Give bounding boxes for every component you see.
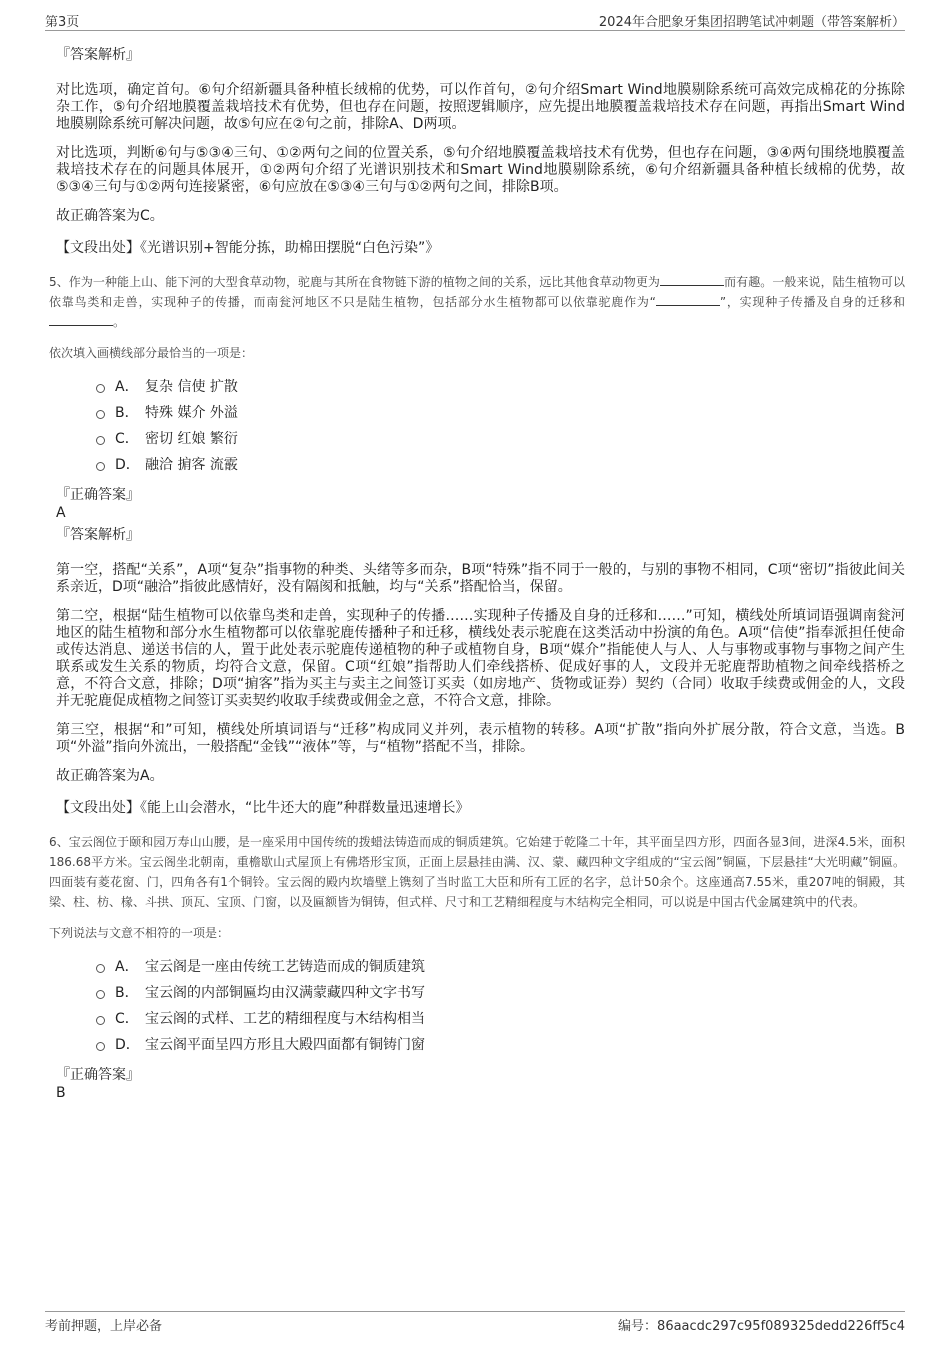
page-header — [45, 8, 905, 31]
q5-question-text — [49, 272, 905, 332]
q6-answer: B — [56, 1085, 66, 1101]
q5-analysis-paragraph: 第二空，根据“陆生植物可以依靠鸟类和走兽，实现种子的传播……实现种子传播及自身的迁移和……”可知，横线处所填词语强调南瓮河地区的陆生植物和部分水生植物都可以依靠驼鹿传播种子和迁移，横线处表示驼鹿在这类活动中扮演的角色。A项“信使”指奉派担任使命或传达消息、递送书信的人，置于此处表示驼鹿传递植物的种子或植物自身，B项“媒介”指能使人与人、人与事物或事物与事物之间产生联系或发生关系的物质，均符合文意，保留。C项“红娘”指帮助人们牵线搭桥、促成好事的人，文段并无驼鹿帮助植物之间牵线搭桥之意，不符合文意，排除；D项“掮客”指为买主与卖主之间签订买卖（如房地产、货物或证券）契约（合同）收取手续费或佣金的人，文段并无驼鹿促成植物之间签订买卖契约收取手续费或佣金之意，不符合文意，排除。 — [56, 608, 905, 709]
radio-icon[interactable] — [96, 410, 105, 419]
q6-answer-label: 『正确答案』 — [56, 1067, 140, 1083]
q5-option-c[interactable]: C． 密切 红娘 繁衍 — [96, 426, 905, 452]
fill-blank — [660, 273, 724, 286]
q5-source: 【文段出处】《能上山会潜水，“比牛还大的鹿”种群数量迅速增长》 — [56, 800, 470, 816]
q5-analysis-paragraph: 第一空，搭配“关系”，A项“复杂”指事物的种类、头绪等多而杂，B项“特殊”指不同于一般的，与别的事物不相同，C项“密切”指彼此间关系亲近，D项“融洽”指彼此感情好，没有隔阂和抵触，均与“关系”搭配恰当，保留。 — [56, 562, 905, 595]
page-footer — [45, 1311, 905, 1334]
q4-analysis-label: 『答案解析』 — [56, 47, 140, 63]
q6-option-b[interactable]: B． 宝云阁的内部铜匾均由汉满蒙藏四种文字书写 — [96, 980, 905, 1006]
document-title: 2024年合肥象牙集团招聘笔试冲刺题（带答案解析） — [598, 15, 905, 30]
q5-analysis-label: 『答案解析』 — [56, 527, 140, 543]
radio-icon[interactable] — [96, 462, 105, 471]
radio-icon[interactable] — [96, 1042, 105, 1051]
radio-icon[interactable] — [96, 384, 105, 393]
q5-option-d[interactable]: D． 融洽 掮客 流霰 — [96, 452, 905, 478]
q5-text-part: 而有趣。一般来说，陆生植物可以依靠鸟类和走兽，实现种子的传播，而南瓮河地区不只是陆生植物，包括部分水生植物都可以依靠驼鹿作为“ — [49, 275, 905, 309]
q6-option-a[interactable]: A． 宝云阁是一座由传统工艺铸造而成的铜质建筑 — [96, 954, 905, 980]
q5-answer-label: 『正确答案』 — [56, 487, 140, 503]
q5-text-part: 。 — [113, 315, 126, 329]
radio-icon[interactable] — [96, 436, 105, 445]
q6-prompt: 下列说法与文意不相符的一项是： — [49, 926, 230, 940]
q5-option-a[interactable]: A． 复杂 信使 扩散 — [96, 374, 905, 400]
fill-blank — [49, 313, 113, 326]
q5-conclusion: 故正确答案为A。 — [56, 768, 164, 784]
q4-source: 【文段出处】《光谱识别+智能分拣，助棉田摆脱“白色污染”》 — [56, 240, 440, 256]
q5-option-b[interactable]: B． 特殊 媒介 外溢 — [96, 400, 905, 426]
q4-conclusion: 故正确答案为C。 — [56, 208, 164, 224]
q5-prompt: 依次填入画横线部分最恰当的一项是： — [49, 346, 254, 360]
q5-answer: A — [56, 505, 66, 521]
page-number: 第3页 — [45, 15, 80, 30]
radio-icon[interactable] — [96, 1016, 105, 1025]
radio-icon[interactable] — [96, 964, 105, 973]
q6-question-text: 6、宝云阁位于颐和园万寿山山腰，是一座采用中国传统的拨蜡法铸造而成的铜质建筑。它始建于乾隆二十年，其平面呈四方形，四面各显3间，进深4.5米，面积186.68平方米。宝云阁坐北朝南，重檐歇山式屋顶上有佛塔形宝顶，正面上层悬挂由满、汉、蒙、藏四种文字组成的“宝云阁”铜匾，下层悬挂“大光明藏”铜匾。四面装有菱花窗、门，四角各有1个铜铃。宝云阁的殿内坎墙壁上镌刻了当时监工大臣和所有工匠的名字，总计50余个。这座通高7.55米，重207吨的铜殿，其梁、柱、枋、椽、斗拱、顶瓦、宝顶、门窗，以及匾额皆为铜铸，但式样、尺寸和工艺精细程度与木结构完全相同，可以说是中国古代金属建筑中的代表。 — [49, 835, 905, 909]
q5-text-part: ”，实现种子传播及自身的迁移和 — [719, 295, 905, 309]
radio-icon[interactable] — [96, 990, 105, 999]
q6-option-c[interactable]: C． 宝云阁的式样、工艺的精细程度与木结构相当 — [96, 1006, 905, 1032]
q5-options — [56, 374, 905, 478]
q6-options — [56, 954, 905, 1058]
footer-slogan: 考前押题，上岸必备 — [45, 1319, 163, 1334]
fill-blank — [656, 293, 720, 306]
page-content — [49, 46, 905, 1106]
q4-analysis-paragraph: 对比选项，确定首句。⑥句介绍新疆具备种植长绒棉的优势，可以作首句，②句介绍Smart Wind地膜剔除系统可高效完成棉花的分拣除杂工作，⑤句介绍地膜覆盖栽培技术有优势，但也存在问题，按照逻辑顺序，应先提出地膜覆盖栽培技术存在问题，再指出Smart Wind地膜剔除系统可解决问题，故⑤句应在②句之前，排除A、D两项。 — [56, 82, 905, 132]
q5-text-part: 5、作为一种能上山、能下河的大型食草动物，驼鹿与其所在食物链下游的植物之间的关系，远比其他食草动物更为 — [49, 275, 660, 289]
q4-analysis-paragraph: 对比选项，判断⑥句与⑤③④三句、①②两句之间的位置关系，⑤句介绍地膜覆盖栽培技术有优势，但也存在问题，③④两句围绕地膜覆盖栽培技术存在的问题具体展开，①②两句介绍了光谱识别技术和Smart Wind地膜剔除系统，⑥句介绍新疆具备种植长绒棉的优势，故⑤③④三句与①②两句连接紧密，⑥句应放在⑤③④三句与①②两句之间，排除B项。 — [56, 145, 905, 195]
q6-option-d[interactable]: D． 宝云阁平面呈四方形且大殿四面都有铜铸门窗 — [96, 1032, 905, 1058]
document-code: 编号：86aacdc297c95f089325dedd226ff5c4 — [618, 1319, 905, 1334]
q5-analysis-paragraph: 第三空，根据“和”可知，横线处所填词语与“迁移”构成同义并列，表示植物的转移。A项“扩散”指向外扩展分散，符合文意，当选。B项“外溢”指向外流出，一般搭配“金钱”“液体”等，与“植物”搭配不当，排除。 — [56, 722, 905, 755]
